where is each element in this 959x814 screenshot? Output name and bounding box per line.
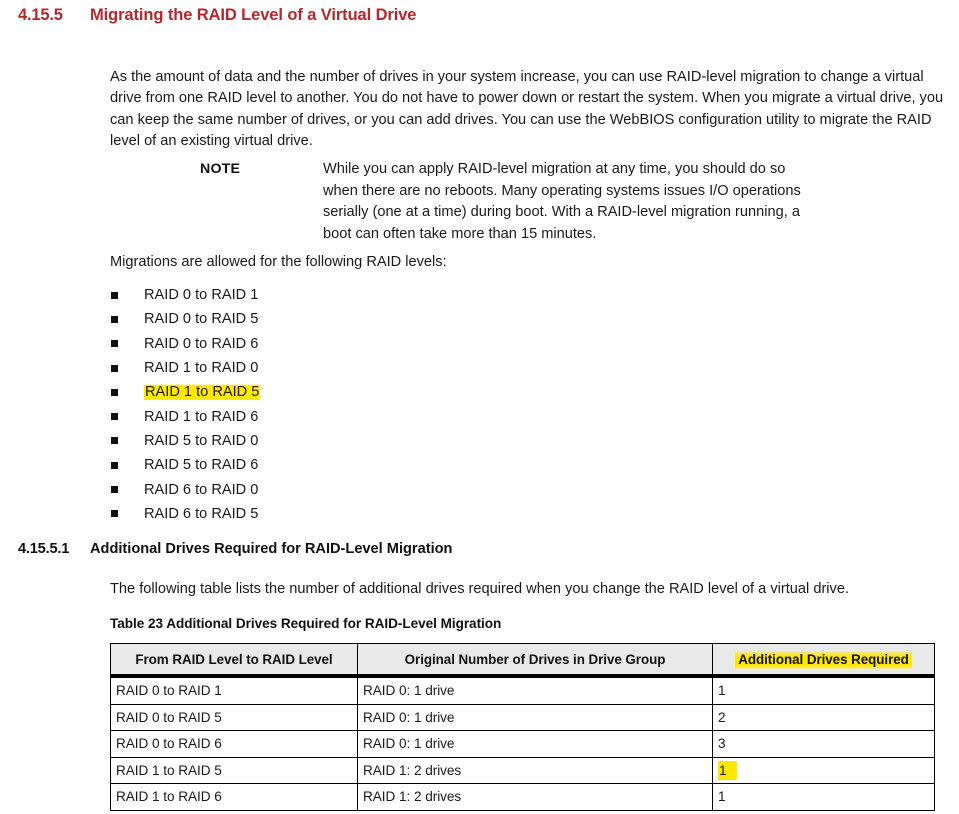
- list-item-label: RAID 5 to RAID 6: [144, 457, 259, 474]
- list-item: [110, 283, 510, 307]
- bullet-square-icon: [110, 292, 144, 299]
- table-head: [111, 644, 935, 677]
- page-title: Migrating the RAID Level of a Virtual Drive: [90, 6, 417, 24]
- subsection-number: 4.15.5.1: [18, 541, 70, 557]
- intro-paragraph: As the amount of data and the number of drives in your system increase, you can use RAID-level migration to change a virtual drive from one RAID level to another. You do not have to power down or restart the system. When you migrate a virtual drive, you can keep the same number of drives, or you can add drives. You can use the WebBIOS configuration utility to migrate the RAID level of an existing virtual drive.: [110, 68, 944, 150]
- table-column-header: From RAID Level to RAID Level: [111, 644, 358, 677]
- highlight-mark: 1: [718, 761, 737, 780]
- cell-from-to: RAID 1 to RAID 6: [111, 784, 358, 811]
- list-item: [110, 477, 510, 501]
- cell-additional-drives: 1: [713, 784, 935, 811]
- bullet-square-icon: [110, 340, 144, 347]
- list-item-label: RAID 0 to RAID 6: [144, 335, 259, 352]
- bullet-square-icon: [110, 462, 144, 469]
- table-row: [111, 704, 935, 731]
- list-item-label: [144, 382, 260, 402]
- migrations-lead-in: Migrations are allowed for the following RAID levels:: [110, 254, 447, 270]
- bullet-square-icon: [110, 316, 144, 323]
- highlight-mark: RAID 1 to RAID 5: [145, 384, 260, 401]
- list-item-label: RAID 6 to RAID 5: [144, 505, 259, 522]
- cell-additional-drives: 2: [713, 704, 935, 731]
- subsection-paragraph: The following table lists the number of additional drives required when you change the RAID level of a virtual drive.: [110, 580, 850, 597]
- cell-original-drives: RAID 1: 2 drives: [358, 757, 713, 784]
- list-item: [110, 380, 510, 404]
- drives-table-wrapper: [110, 643, 934, 811]
- table-row: [111, 784, 935, 811]
- bullet-square-icon: [110, 510, 144, 517]
- list-item: [110, 429, 510, 453]
- table-column-header: Original Number of Drives in Drive Group: [358, 644, 713, 677]
- note-label: NOTE: [200, 161, 241, 177]
- cell-from-to: RAID 0 to RAID 1: [111, 676, 358, 704]
- table-header-row: [111, 644, 935, 677]
- cell-additional-drives: 1: [713, 676, 935, 704]
- cell-from-to: RAID 0 to RAID 5: [111, 704, 358, 731]
- list-item-label: RAID 6 to RAID 0: [144, 481, 259, 498]
- subsection-title: Additional Drives Required for RAID-Level Migration: [90, 541, 453, 557]
- table-row: [111, 676, 935, 704]
- list-item-label: RAID 0 to RAID 5: [144, 311, 259, 328]
- note-body: While you can apply RAID-level migration at any time, you should do so when there are no reboots. Many operating systems issues I/O operations serially (one at a time) during boot. With a RAID-level migration running, a boot can often take more than 15 minutes.: [323, 161, 801, 242]
- table-row: [111, 731, 935, 758]
- list-item: [110, 356, 510, 380]
- cell-original-drives: RAID 0: 1 drive: [358, 676, 713, 704]
- additional-drives-table: [110, 643, 935, 811]
- table-body: [111, 676, 935, 810]
- table-column-header: [713, 644, 935, 677]
- table-caption: Table 23 Additional Drives Required for RAID-Level Migration: [110, 616, 502, 631]
- cell-original-drives: RAID 0: 1 drive: [358, 704, 713, 731]
- list-item: [110, 307, 510, 331]
- list-item: [110, 453, 510, 477]
- list-item-label: RAID 1 to RAID 6: [144, 408, 259, 425]
- bullet-square-icon: [110, 365, 144, 372]
- cell-from-to: RAID 1 to RAID 5: [111, 757, 358, 784]
- list-item-label: RAID 5 to RAID 0: [144, 432, 259, 449]
- list-item: [110, 404, 510, 428]
- bullet-square-icon: [110, 437, 144, 444]
- cell-additional-drives: 3: [713, 731, 935, 758]
- cell-original-drives: RAID 0: 1 drive: [358, 731, 713, 758]
- cell-additional-drives: [713, 757, 935, 784]
- subsection-heading: [0, 541, 959, 557]
- cell-from-to: RAID 0 to RAID 6: [111, 731, 358, 758]
- table-row: [111, 757, 935, 784]
- list-item: [110, 332, 510, 356]
- bullet-square-icon: [110, 486, 144, 493]
- list-item-label: RAID 0 to RAID 1: [144, 287, 259, 304]
- bullet-square-icon: [110, 413, 144, 420]
- cell-original-drives: RAID 1: 2 drives: [358, 784, 713, 811]
- note-callout: [200, 159, 900, 245]
- list-item-label: RAID 1 to RAID 0: [144, 360, 259, 377]
- highlight-mark: Additional Drives Required: [735, 651, 912, 669]
- migrations-list: [110, 283, 510, 526]
- list-item: [110, 502, 510, 526]
- bullet-square-icon: [110, 389, 144, 396]
- section-heading: [0, 6, 959, 25]
- section-number: 4.15.5: [18, 6, 63, 24]
